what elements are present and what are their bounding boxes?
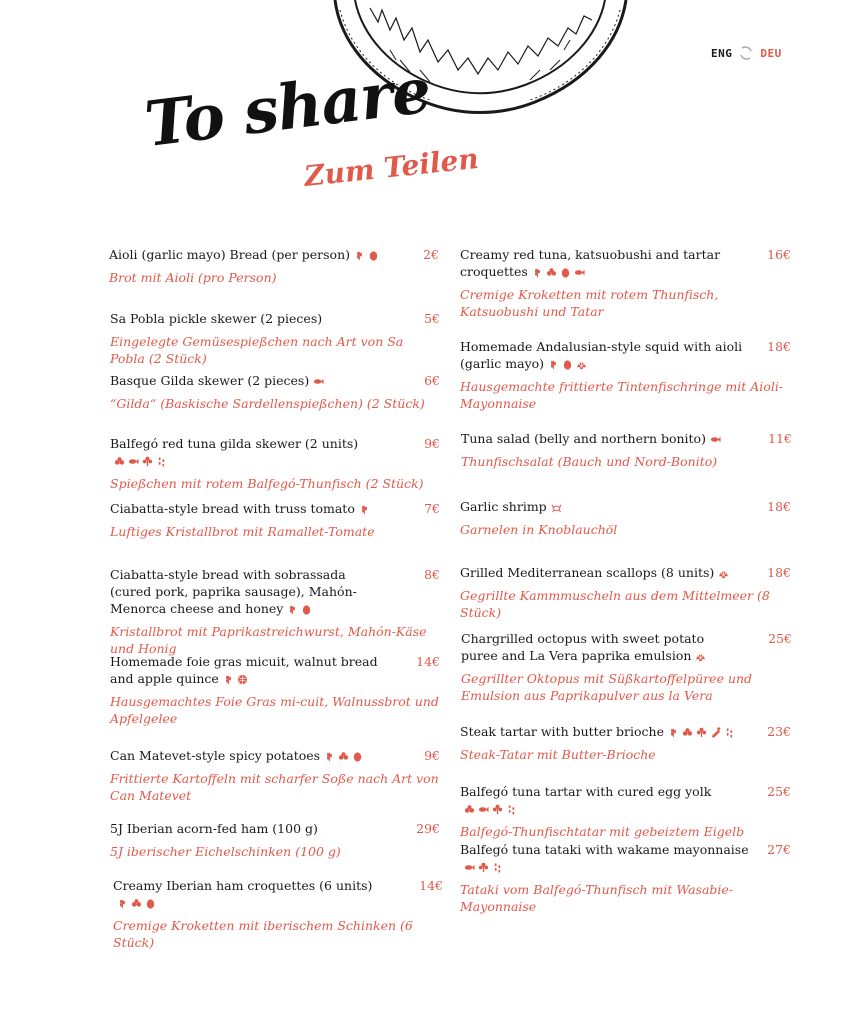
egg-icon: [562, 359, 573, 370]
item-name-text: Creamy Iberian ham croquettes (6 units): [113, 878, 373, 893]
item-name-text: Basque Gilda skewer (2 pieces): [110, 373, 310, 388]
allergen-icons: [117, 898, 156, 909]
item-name: [460, 841, 750, 875]
item-name: [113, 877, 403, 911]
menu-item: [110, 820, 440, 860]
allergen-icons: [287, 604, 312, 615]
menu-item: [110, 566, 440, 657]
egg-icon: [145, 898, 156, 909]
nut-icon: [237, 674, 248, 685]
item-name: [110, 500, 400, 517]
item-name-text: Aioli (garlic mayo) Bread (per person): [109, 247, 350, 262]
allergen-icons: [548, 359, 587, 370]
menu-item: [110, 435, 440, 492]
menu-item: [110, 653, 440, 727]
wheat-icon: [223, 674, 234, 685]
item-price: 14€: [419, 878, 443, 893]
item-name-text: Balfegó tuna tataki with wakame mayonnaise: [460, 842, 749, 857]
item-name: [461, 430, 751, 447]
item-name-text: Ciabatta-style bread with sobrassada (cured pork, paprika sausage), Mahón-Menorca cheese and honey: [110, 567, 357, 616]
item-price: 9€: [424, 748, 440, 763]
item-price: 5€: [424, 311, 440, 326]
item-price: 11€: [768, 431, 792, 446]
item-price: 8€: [424, 567, 440, 582]
item-description-de: Tataki vom Balfegó-Thunfisch mit Wasabie-Mayonnaise: [460, 882, 734, 914]
item-name: [110, 566, 390, 617]
menu-item: [110, 372, 440, 412]
wheat-icon: [287, 604, 298, 615]
wheat-icon: [548, 359, 559, 370]
menu-item: [460, 723, 791, 763]
item-description-de: Cremige Kroketten mit rotem Thunfisch, Katsuobushi und Tatar: [460, 287, 719, 319]
allergen-icons: [718, 568, 729, 579]
fish-icon: [574, 267, 585, 278]
item-name-text: 5J Iberian acorn-fed ham (100 g): [110, 821, 318, 836]
celery-icon: [492, 804, 503, 815]
egg-icon: [352, 751, 363, 762]
lang-deu-link[interactable]: DEU: [760, 46, 782, 60]
menu-item: [460, 783, 791, 840]
item-name: [110, 435, 400, 469]
item-name-text: Chargrilled octopus with sweet potato puree and La Vera paprika emulsion: [461, 631, 705, 663]
item-name: [460, 498, 750, 515]
allergen-icons: [464, 862, 503, 873]
item-price: 18€: [767, 499, 791, 514]
item-price: 2€: [423, 247, 439, 262]
language-switch: [711, 45, 782, 61]
item-description-de: Gegrillte Kammmuscheln aus dem Mittelmeer (8 Stück): [460, 588, 770, 620]
item-name: [110, 653, 390, 687]
item-description-de: Eingelegte Gemüsespießchen nach Art von Sa Pobla (2 Stück): [110, 334, 404, 366]
item-name: [460, 338, 750, 372]
sesame-icon: [506, 804, 517, 815]
allergen-icons: [464, 804, 517, 815]
soy-icon: [682, 727, 693, 738]
sesame-icon: [156, 456, 167, 467]
menu-item: [110, 500, 440, 540]
celery-icon: [478, 862, 489, 873]
celery-icon: [696, 727, 707, 738]
page-subtitle: Zum Teilen: [302, 141, 481, 193]
allergen-icons: [551, 502, 562, 513]
sesame-icon: [492, 862, 503, 873]
item-name-text: Steak tartar with butter brioche: [460, 724, 664, 739]
menu-item: [460, 498, 791, 538]
allergen-icons: [359, 504, 370, 515]
item-price: 27€: [767, 842, 791, 857]
item-description-de: “Gilda“ (Baskische Sardellenspießchen) (2 Stück): [110, 396, 425, 411]
menu-item: [460, 564, 791, 621]
item-name-text: Sa Pobla pickle skewer (2 pieces): [110, 311, 323, 326]
item-price: 25€: [768, 631, 792, 646]
item-price: 9€: [424, 436, 440, 451]
item-name: [460, 246, 750, 280]
menu-item: [460, 246, 791, 320]
soy-icon: [464, 804, 475, 815]
item-description-de: Hausgemachtes Foie Gras mi-cuit, Walnussbrot und Apfelgelee: [110, 694, 439, 726]
allergen-icons: [324, 751, 363, 762]
fish-icon: [313, 376, 324, 387]
egg-icon: [301, 604, 312, 615]
fish-icon: [464, 862, 475, 873]
wheat-icon: [668, 727, 679, 738]
item-name: [110, 372, 400, 389]
allergen-icons: [710, 434, 721, 445]
menu-item: [109, 246, 439, 286]
menu-item: [113, 877, 443, 951]
page-title: To share: [141, 53, 435, 161]
item-name: [460, 564, 750, 581]
menu-item: [110, 310, 440, 367]
item-price: 7€: [424, 501, 440, 516]
item-description-de: Frittierte Kartoffeln mit scharfer Soße nach Art von Can Matevet: [110, 771, 439, 803]
egg-icon: [560, 267, 571, 278]
mustard-icon: [710, 727, 721, 738]
item-name-text: Homemade Andalusian-style squid with aioli (garlic mayo): [460, 339, 743, 371]
soy-icon: [546, 267, 557, 278]
toggle-arrows-icon[interactable]: [738, 45, 754, 61]
item-name-text: Ciabatta-style bread with truss tomato: [110, 501, 355, 516]
item-name-text: Garlic shrimp: [460, 499, 547, 514]
item-name: [460, 783, 750, 817]
fish-icon: [478, 804, 489, 815]
wheat-icon: [532, 267, 543, 278]
item-price: 18€: [767, 339, 791, 354]
allergen-icons: [695, 651, 706, 662]
sesame-icon: [724, 727, 735, 738]
fish-icon: [128, 456, 139, 467]
menu-item: [461, 630, 792, 704]
crab-icon: [551, 502, 562, 513]
item-price: 6€: [424, 373, 440, 388]
item-name: [110, 820, 400, 837]
item-name: [109, 246, 399, 263]
item-description-de: Steak-Tatar mit Butter-Brioche: [460, 747, 656, 762]
item-price: 16€: [767, 247, 791, 262]
menu-item: [460, 338, 791, 412]
menu-item: [460, 841, 791, 915]
wheat-icon: [117, 898, 128, 909]
item-description-de: Gegrillter Oktopus mit Süßkartoffelpüree und Emulsion aus Paprikapulver aus la Vera: [461, 671, 753, 703]
allergen-icons: [668, 727, 735, 738]
allergen-icons: [114, 456, 167, 467]
shell-icon: [576, 359, 587, 370]
item-description-de: Cremige Kroketten mit iberischem Schinken (6 Stück): [113, 918, 413, 950]
item-description-de: Hausgemachte frittierte Tintenfischringe mit Aioli-Mayonnaise: [460, 379, 784, 411]
item-description-de: Thunfischsalat (Bauch und Nord-Bonito): [461, 454, 718, 469]
item-description-de: Balfegó-Thunfischtatar mit gebeiztem Eigelb: [460, 824, 745, 839]
wheat-icon: [354, 250, 365, 261]
item-name: [460, 723, 750, 740]
egg-icon: [368, 250, 379, 261]
menu-item: [461, 430, 792, 470]
shell-icon: [718, 568, 729, 579]
allergen-icons: [313, 376, 324, 387]
menu-item: [110, 747, 440, 804]
item-description-de: Garnelen in Knoblauchöl: [460, 522, 618, 537]
celery-icon: [142, 456, 153, 467]
item-description-de: Kristallbrot mit Paprikastreichwurst, Mahón-Käse und Honig: [110, 624, 427, 656]
item-price: 25€: [767, 784, 791, 799]
item-name: [110, 310, 400, 327]
item-name-text: Creamy red tuna, katsuobushi and tartar croquettes: [460, 247, 721, 279]
item-name-text: Can Matevet-style spicy potatoes: [110, 748, 321, 763]
soy-icon: [338, 751, 349, 762]
soy-icon: [131, 898, 142, 909]
item-description-de: Brot mit Aioli (pro Person): [109, 270, 277, 285]
shell-icon: [695, 651, 706, 662]
item-price: 23€: [767, 724, 791, 739]
item-name-text: Grilled Mediterranean scallops (8 units): [460, 565, 715, 580]
item-name-text: Balfegó tuna tartar with cured egg yolk: [460, 784, 712, 799]
item-description-de: Spießchen mit rotem Balfegó-Thunfisch (2 Stück): [110, 476, 424, 491]
fish-icon: [710, 434, 721, 445]
item-name-text: Homemade foie gras micuit, walnut bread and apple quince: [110, 654, 378, 686]
lang-eng-link[interactable]: ENG: [711, 46, 733, 60]
item-name-text: Balfegó red tuna gilda skewer (2 units): [110, 436, 359, 451]
allergen-icons: [532, 267, 585, 278]
item-price: 14€: [416, 654, 440, 669]
allergen-icons: [354, 250, 379, 261]
item-name: [461, 630, 741, 664]
item-name-text: Tuna salad (belly and northern bonito): [461, 431, 706, 446]
item-price: 29€: [416, 821, 440, 836]
allergen-icons: [223, 674, 248, 685]
item-description-de: 5J iberischer Eichelschinken (100 g): [110, 844, 341, 859]
soy-icon: [114, 456, 125, 467]
item-price: 18€: [767, 565, 791, 580]
wheat-icon: [359, 504, 370, 515]
item-description-de: Luftiges Kristallbrot mit Ramallet-Tomate: [110, 524, 375, 539]
item-name: [110, 747, 400, 764]
wheat-icon: [324, 751, 335, 762]
